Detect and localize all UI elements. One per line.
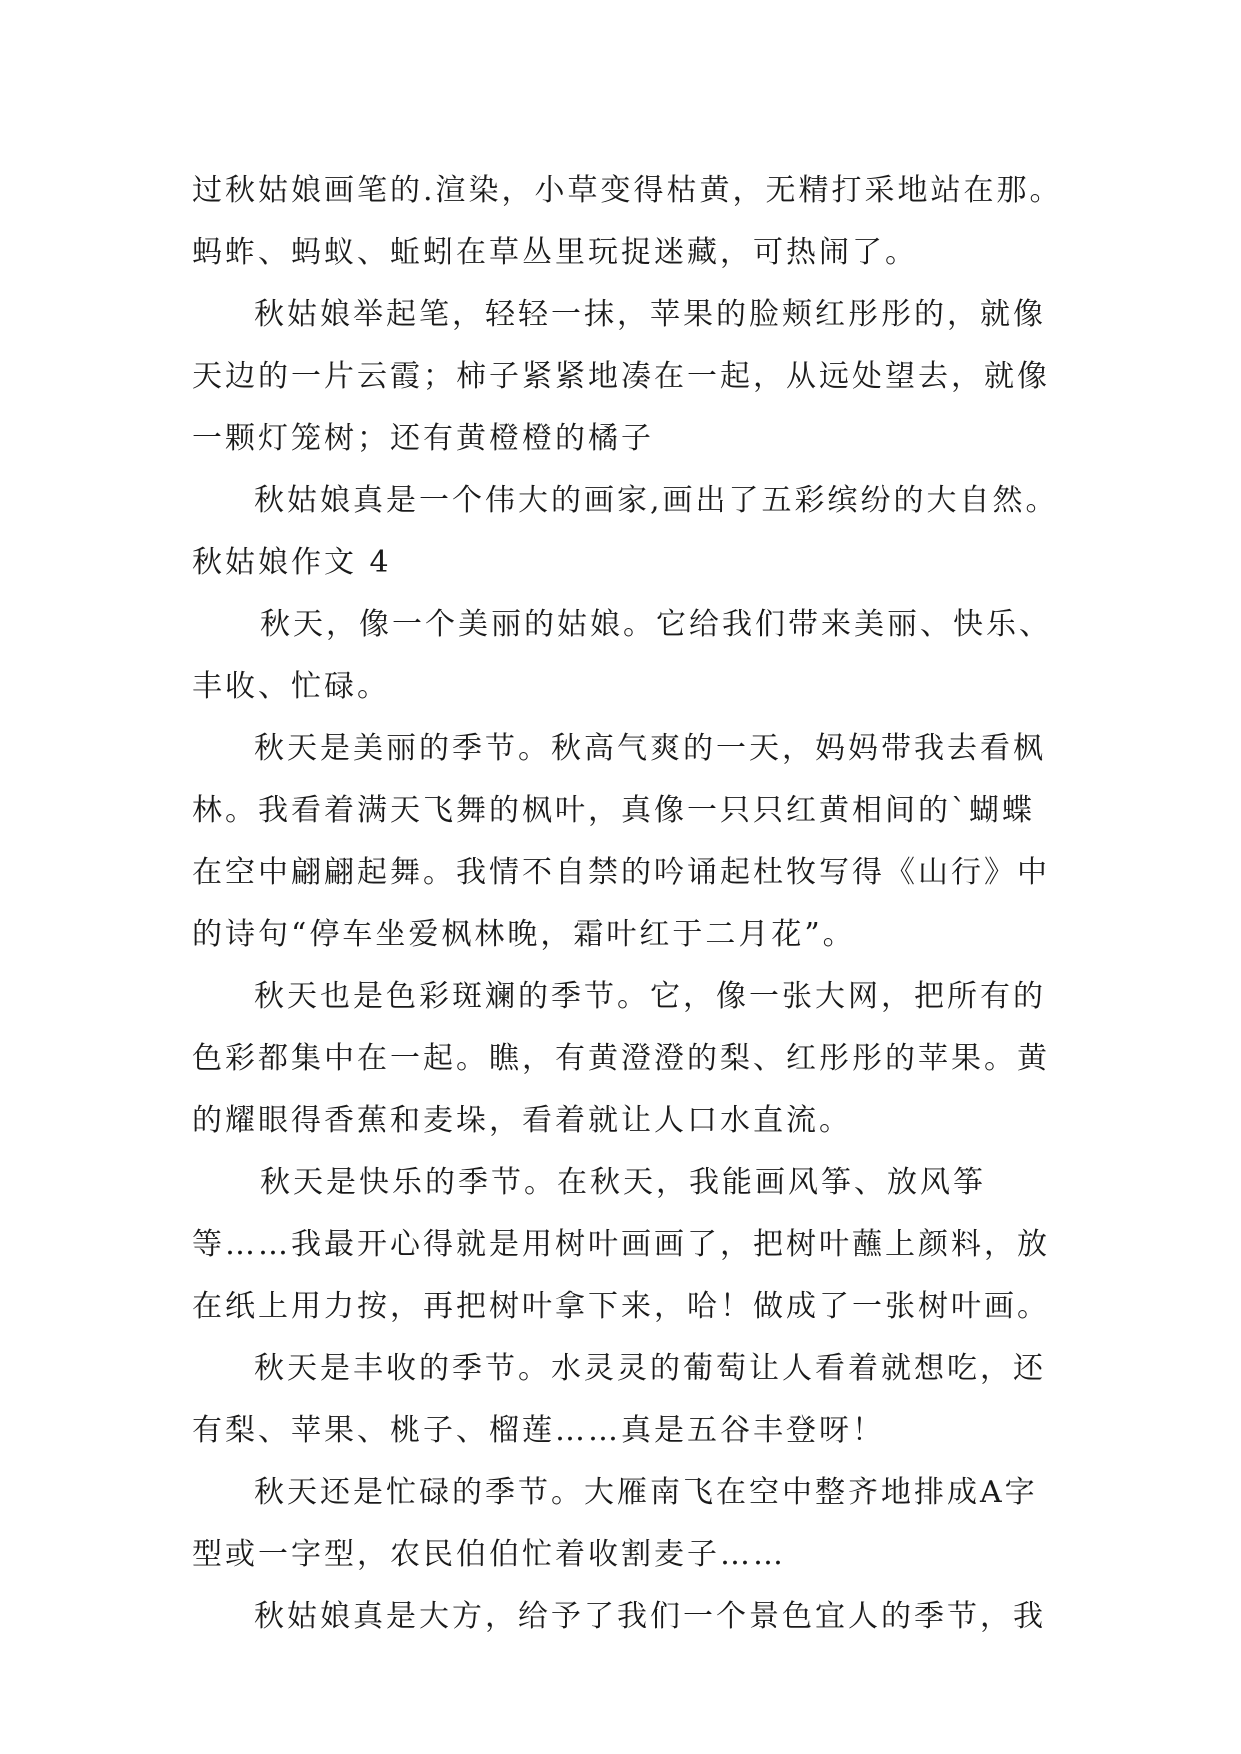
text-line: 等……我最开心得就是用树叶画画了，把树叶蘸上颜料，放	[192, 1227, 1050, 1262]
text-line: 蚂蚱、蚂蚁、蚯蚓在草丛里玩捉迷藏，可热闹了。	[192, 235, 918, 270]
paragraph-start-line: 秋天是美丽的季节。秋高气爽的一天，妈妈带我去看枫	[254, 731, 1046, 766]
paragraph-start-line: 秋天，像一个美丽的姑娘。它给我们带来美丽、快乐、	[260, 607, 1052, 642]
essay-body	[192, 160, 1072, 1648]
paragraph-start-line: 秋天是丰收的季节。水灵灵的葡萄让人看着就想吃，还	[254, 1351, 1046, 1386]
paragraph-start-line: 秋姑娘真是一个伟大的画家,画出了五彩缤纷的大自然。	[254, 483, 1059, 518]
paragraph-start-line: 秋天也是色彩斑斓的季节。它，像一张大网，把所有的	[254, 979, 1046, 1014]
text-line: 林。我看着满天飞舞的枫叶，真像一只只红黄相间的`蝴蝶	[192, 793, 1035, 828]
text-line: 的诗句“停车坐爱枫林晚，霜叶红于二月花”。	[192, 917, 856, 952]
text-line: 型或一字型，农民伯伯忙着收割麦子……	[192, 1537, 786, 1572]
text-line: 过秋姑娘画笔的.渲染，小草变得枯黄，无精打采地站在那。	[192, 173, 1063, 208]
paragraph-start-line: 秋天还是忙碌的季节。大雁南飞在空中整齐地排成A字	[254, 1475, 1038, 1510]
text-line: 的耀眼得香蕉和麦垛，看着就让人口水直流。	[192, 1103, 852, 1138]
text-line: 有梨、苹果、桃子、榴莲……真是五谷丰登呀！	[192, 1413, 885, 1448]
paragraph-start-line: 秋姑娘真是大方，给予了我们一个景色宜人的季节，我	[254, 1599, 1046, 1634]
text-line: 天边的一片云霞；柿子紧紧地凑在一起，从远处望去，就像	[192, 359, 1050, 394]
text-line: 一颗灯笼树；还有黄橙橙的橘子	[192, 421, 654, 456]
text-line: 色彩都集中在一起。瞧，有黄澄澄的梨、红彤彤的苹果。黄	[192, 1041, 1050, 1076]
text-line: 在纸上用力按，再把树叶拿下来，哈！做成了一张树叶画。	[192, 1289, 1050, 1324]
essay-heading: 秋姑娘作文 4	[192, 545, 392, 580]
text-line: 在空中翩翩起舞。我情不自禁的吟诵起杜牧写得《山行》中	[192, 855, 1050, 890]
paragraph-start-line: 秋天是快乐的季节。在秋天，我能画风筝、放风筝	[260, 1165, 986, 1200]
paragraph-start-line: 秋姑娘举起笔，轻轻一抹，苹果的脸颊红彤彤的，就像	[254, 297, 1046, 332]
text-line: 丰收、忙碌。	[192, 669, 390, 704]
